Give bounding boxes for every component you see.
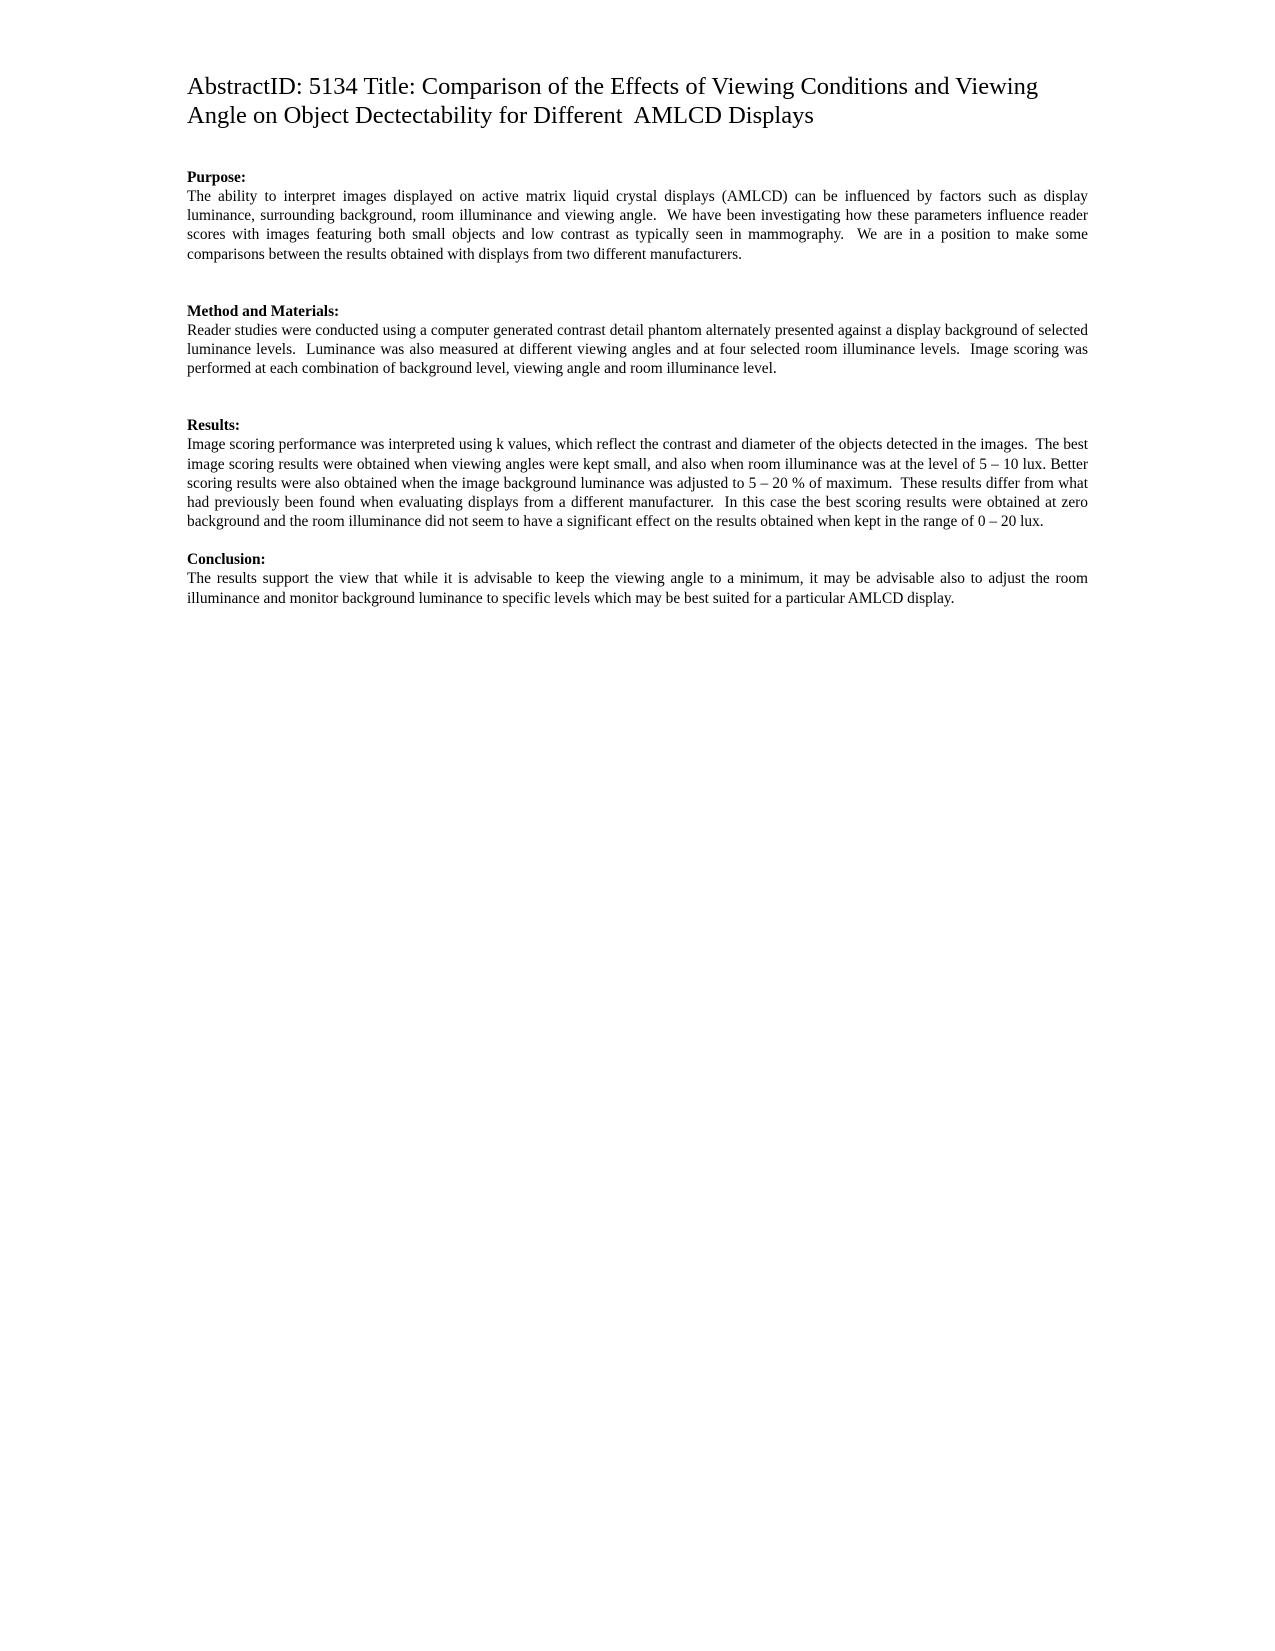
document-title: AbstractID: 5134 Title: Comparison of the Effects of Viewing Conditions and Viewing Angle on Object Dectectability for Different AMLCD Displays [187,73,1043,129]
section-body-purpose: The ability to interpret images displayed on active matrix liquid crystal displays (AMLCD) can be influenced by factors such as display luminance, surrounding background, room illuminance and viewing angle. We have been investigating how these parameters influence reader scores with images featuring both small objects and low contrast as typically seen in mammography. We are in a position to make some comparisons between the results obtained with displays from two different manufacturers. [187,188,1092,263]
section-body-method-and-materials: Reader studies were conducted using a computer generated contrast detail phantom alternately presented against a display background of selected luminance levels. Luminance was also measured at different viewing angles and at four selected room illuminance levels. Image scoring was performed at each combination of background level, viewing angle and room illuminance level. [187,321,1092,378]
section-body-results: Image scoring performance was interpreted using k values, which reflect the contrast and diameter of the objects detected in the images. The best image scoring results were obtained when viewing angles were kept small, and also when room illuminance was at the level of 5 – 10 lux. Better scoring results were also obtained when the image background luminance was adjusted to 5 – 20 % of maximum. These results differ from what had previously been found when evaluating displays from a different manufacturer. In this case the best scoring results were obtained at zero background and the room illuminance did not seem to have a significant effect on the results obtained when kept in the range of 0 – 20 lux. [187,436,1092,531]
section-conclusion [187,550,1092,607]
section-results [187,416,1092,531]
section-method-and-materials [187,302,1092,379]
section-heading-purpose: Purpose: [187,169,246,186]
document-page [187,72,1092,608]
section-purpose [187,168,1092,264]
section-body-conclusion: The results support the view that while it is advisable to keep the viewing angle to a minimum, it may be advisable also to adjust the room illuminance and monitor background luminance to specific levels which may be best suited for a particular AMLCD display. [187,570,1092,607]
section-heading-method-and-materials: Method and Materials: [187,302,340,320]
section-heading-results: Results: [187,417,241,435]
section-heading-conclusion: Conclusion: [187,551,266,569]
